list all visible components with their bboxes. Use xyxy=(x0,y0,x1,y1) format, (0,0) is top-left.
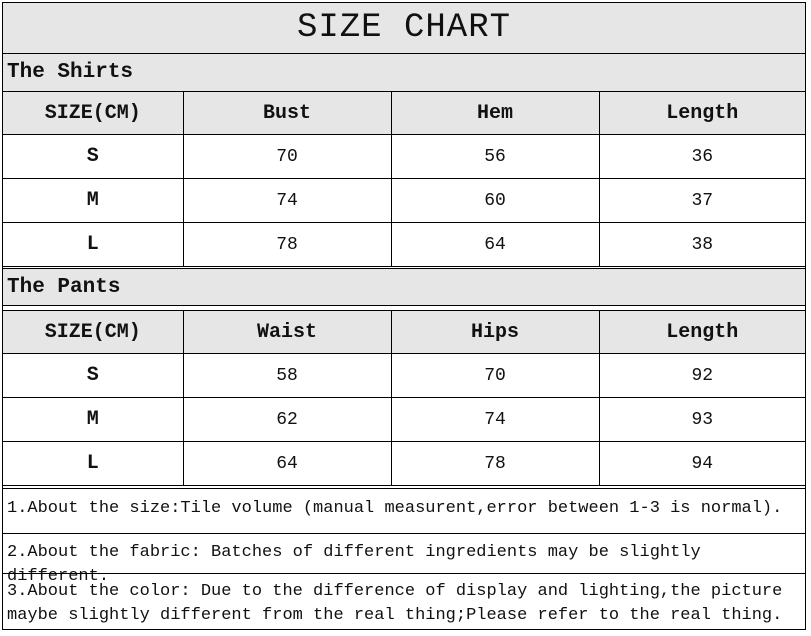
value-cell: 58 xyxy=(183,354,391,398)
size-cell: S xyxy=(3,135,183,179)
table-row xyxy=(3,442,805,486)
note-color: 3.About the color: Due to the difference of display and lighting,the picture maybe slightly different from the real thing;Please refer to the real thing. xyxy=(3,573,805,629)
column-header: Length xyxy=(599,311,805,354)
table-row xyxy=(3,179,805,223)
column-header: SIZE(CM) xyxy=(3,311,183,354)
section-label-shirts: The Shirts xyxy=(3,54,805,92)
table-row xyxy=(3,223,805,267)
value-cell: 62 xyxy=(183,398,391,442)
value-cell: 64 xyxy=(183,442,391,486)
value-cell: 37 xyxy=(599,179,805,223)
value-cell: 78 xyxy=(391,442,599,486)
note-fabric: 2.About the fabric: Batches of different ingredients may be slightly different. xyxy=(3,533,805,571)
size-cell: M xyxy=(3,179,183,223)
value-cell: 92 xyxy=(599,354,805,398)
value-cell: 56 xyxy=(391,135,599,179)
value-cell: 78 xyxy=(183,223,391,267)
pants-table xyxy=(3,310,805,486)
value-cell: 94 xyxy=(599,442,805,486)
table-row xyxy=(3,398,805,442)
column-header: Length xyxy=(599,92,805,135)
column-header: Hips xyxy=(391,311,599,354)
table-row xyxy=(3,135,805,179)
pants-header-row xyxy=(3,311,805,354)
column-header: Waist xyxy=(183,311,391,354)
note-size: 1.About the size:Tile volume (manual measurent,error between 1-3 is normal). xyxy=(3,488,805,529)
value-cell: 74 xyxy=(391,398,599,442)
value-cell: 36 xyxy=(599,135,805,179)
size-chart-frame xyxy=(2,2,806,630)
column-header: Bust xyxy=(183,92,391,135)
section-label-pants: The Pants xyxy=(3,268,805,306)
value-cell: 60 xyxy=(391,179,599,223)
shirts-table xyxy=(3,91,805,267)
size-cell: L xyxy=(3,223,183,267)
value-cell: 74 xyxy=(183,179,391,223)
value-cell: 70 xyxy=(391,354,599,398)
size-cell: S xyxy=(3,354,183,398)
value-cell: 70 xyxy=(183,135,391,179)
shirts-header-row xyxy=(3,92,805,135)
value-cell: 93 xyxy=(599,398,805,442)
chart-title: SIZE CHART xyxy=(3,3,805,54)
table-row xyxy=(3,354,805,398)
value-cell: 38 xyxy=(599,223,805,267)
column-header: SIZE(CM) xyxy=(3,92,183,135)
size-cell: L xyxy=(3,442,183,486)
column-header: Hem xyxy=(391,92,599,135)
value-cell: 64 xyxy=(391,223,599,267)
size-cell: M xyxy=(3,398,183,442)
